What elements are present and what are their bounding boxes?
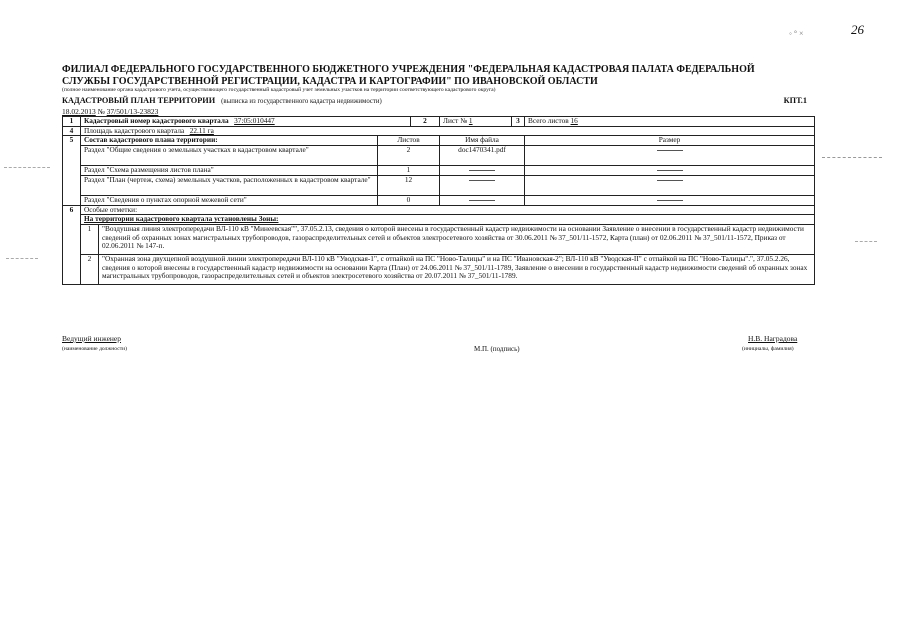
row-number: 6 [63, 205, 81, 284]
column-header-size: Размер [525, 136, 815, 146]
empty-dash [469, 180, 495, 181]
empty-dash [657, 180, 683, 181]
empty-dash [657, 200, 683, 201]
table-row [63, 254, 815, 284]
table-row [63, 175, 815, 195]
document-date-line [62, 107, 158, 116]
cadastral-table [62, 116, 815, 285]
section-sheets: 1 [378, 165, 440, 175]
table-row [63, 215, 815, 225]
zone-number: 1 [81, 224, 99, 254]
zones-header: На территории кадастрового квартала установлены Зоны: [81, 215, 815, 225]
organization-heading: ФИЛИАЛ ФЕДЕРАЛЬНОГО ГОСУДАРСТВЕННОГО БЮДЖЕТНОГО УЧРЕЖДЕНИЯ "ФЕДЕРАЛЬНАЯ КАДАСТРОВАЯ ПАЛАТА ФЕДЕРАЛЬНОЙ СЛУЖБЫ ГОСУДАРСТВЕННОЙ РЕГИСТРАЦИИ, КАДАСТРА И КАРТОГРАФИИ" ПО ИВАНОВСКОЙ ОБЛАСТИ [62, 64, 755, 87]
total-sheets-label: Всего листов [528, 116, 569, 125]
column-header-sheets: Листов [378, 136, 440, 146]
area-cell [81, 126, 815, 136]
number-sign: № [97, 107, 105, 116]
zone-number: 2 [81, 254, 99, 284]
column-header-file: Имя файла [440, 136, 525, 146]
signatory-name: Н.В. Наградова [748, 334, 798, 343]
scan-artifact [855, 241, 877, 242]
row-number: 1 [63, 117, 81, 127]
row-number: 5 [63, 136, 81, 206]
cadastral-number-label: Кадастровый номер кадастрового квартала [84, 116, 229, 125]
empty-dash [657, 150, 683, 151]
zone-text: "Охранная зона двухцепной воздушной линии электропередачи ВЛ-110 кВ "Уводская-1", с отпайкой на ПС "Ново-Талицы" и на ПС "Ивановская-2"; ВЛ-110 кВ "Уводская-II" с отпайкой на ПС "Ново-Талицы".", 37.05.2.26, сведения о которой внесены в государственный кадастр недвижимости на основании Карта (План) от 24.06.2011 № 37_501/11-1789, Заявление о внесении в государственный кадастр недвижимости сведений об охранных зонах магистральных трубопроводов, газораспределительных сетей и объектов электросетевого хозяйства от 20.07.2011 № 37_501/11-1789. [99, 254, 815, 284]
signatory-caption: (инициалы, фамилия) [742, 346, 794, 352]
section-label: Раздел "Схема размещения листов плана" [81, 165, 378, 175]
table-row [63, 145, 815, 165]
scan-artifact [822, 157, 882, 158]
corner-mark: ◦ ° × [789, 29, 804, 38]
sheet-number: 1 [468, 116, 473, 125]
document-subtitle: (выписка из государственного кадастра недвижимости) [221, 98, 382, 105]
empty-dash [469, 200, 495, 201]
section-label: Раздел "Общие сведения о земельных участках в кадастровом квартале" [81, 145, 378, 165]
sheet-label: Лист № [443, 116, 468, 125]
position-caption: (наименование должности) [62, 346, 128, 352]
section-size [525, 145, 815, 165]
cadastral-number-cell [81, 117, 411, 127]
section-file [440, 165, 525, 175]
table-row [63, 195, 815, 205]
sheet-cell [440, 117, 512, 127]
table-row [63, 205, 815, 215]
section-file: doc1470341.pdf [440, 145, 525, 165]
form-code: КПТ.1 [783, 96, 807, 105]
composition-header: Состав кадастрового плана территории: [81, 136, 378, 146]
scan-artifact [6, 258, 38, 259]
row-number: 2 [411, 117, 440, 127]
position-title: Ведущий инженер [62, 334, 122, 343]
section-file [440, 175, 525, 195]
page-number: 26 [851, 22, 864, 37]
section-size [525, 165, 815, 175]
empty-dash [657, 170, 683, 171]
zone-text: "Воздушная линия электропередачи ВЛ-110 кВ "Минеевская"", 37.05.2.13, сведения о которой внесены в государственный кадастр недвижимости на основании Заявление о внесении в государственный кадастр недвижимости сведений об охранных зонах магистральных трубопроводов, газораспределительных сетей и объектов электросетевого хозяйства от 30.06.2011 № 37_501/11-1572, Карта (план) от 02.06.2011 № 37_501/11-1572, Приказ от 02.06.2011 № 147-п. [99, 224, 815, 254]
total-sheets: 16 [570, 116, 578, 125]
total-sheets-cell [525, 117, 815, 127]
document-title-text: КАДАСТРОВЫЙ ПЛАН ТЕРРИТОРИИ [62, 96, 216, 105]
table-row [63, 126, 815, 136]
row-number: 4 [63, 126, 81, 136]
area-label: Площадь кадастрового квартала [84, 126, 185, 135]
section-size [525, 195, 815, 205]
empty-dash [469, 170, 495, 171]
section-sheets: 0 [378, 195, 440, 205]
special-marks-label: Особые отметки: [81, 205, 815, 215]
section-sheets: 2 [378, 145, 440, 165]
cadastral-number: 37:05:010447 [234, 116, 275, 125]
section-file [440, 195, 525, 205]
document-date: 18.02.2013 [62, 107, 96, 116]
table-row [63, 165, 815, 175]
organization-caption: (полное наименование органа кадастрового учета, осуществляющего государственный кадастровый учет земельных участков на территории соответствующего кадастрового округа) [62, 87, 496, 93]
section-label: Раздел "Сведения о пунктах опорной межевой сети" [81, 195, 378, 205]
document-number: 37/501/13-23823 [106, 107, 159, 116]
table-row [63, 136, 815, 146]
scan-artifact [4, 167, 50, 168]
area-value: 22.11 га [189, 126, 214, 135]
document-title [62, 96, 382, 105]
section-label: Раздел "План (чертеж, схема) земельных участков, расположенных в кадастровом квартале" [81, 175, 378, 195]
section-size [525, 175, 815, 195]
table-row [63, 117, 815, 127]
section-sheets: 12 [378, 175, 440, 195]
row-number: 3 [512, 117, 525, 127]
stamp-signature-label: М.П. (подпись) [474, 345, 520, 353]
table-row [63, 224, 815, 254]
